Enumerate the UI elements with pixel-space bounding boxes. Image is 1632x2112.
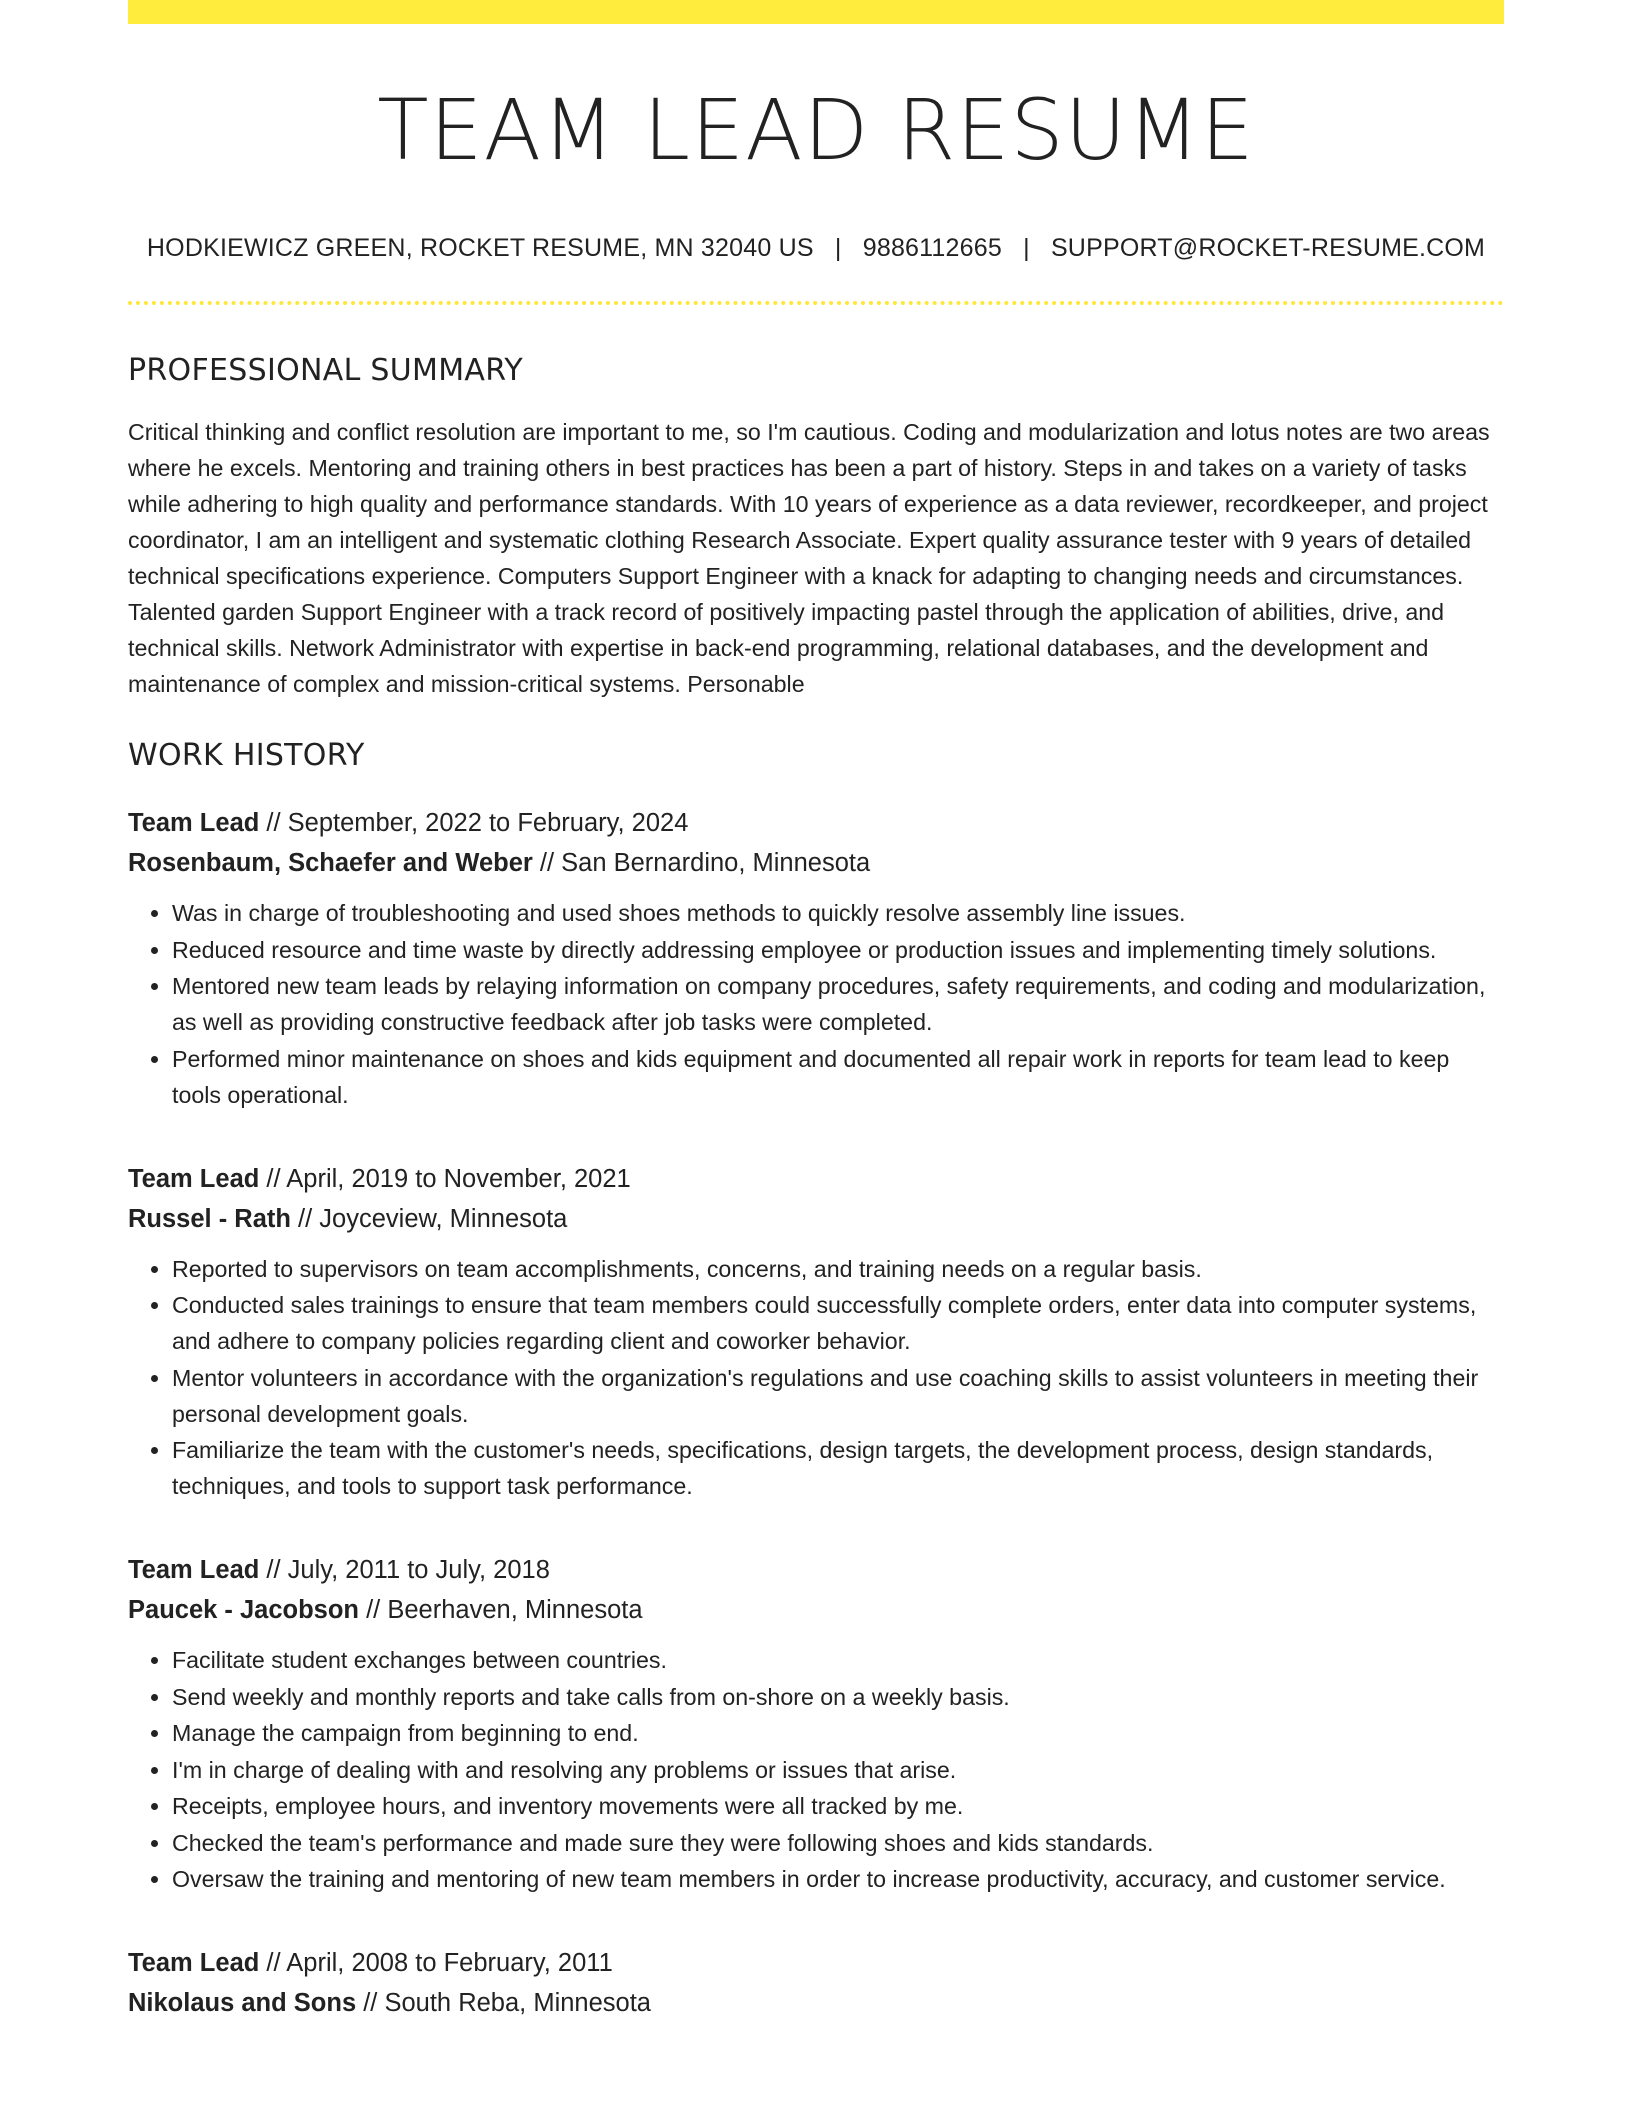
job-title-line [128,1943,1504,1983]
job-title: Team Lead [128,809,260,838]
job-company-line [128,1590,1504,1630]
work-history-heading: WORK HISTORY [128,738,365,774]
duty-list [128,895,1504,1113]
job-company: Rosenbaum, Schaefer and Weber [128,849,533,878]
contact-phone: 9886112665 [862,234,1002,263]
summary-text: Critical thinking and conflict resolution are important to me, so I'm cautious. Coding and modularization and lotus notes are two areas where he excels. Mentoring and training others in best practices has been a part of history. Steps in and takes on a variety of tasks while adhering to high quality and performance standards. With 10 years of experience as a data reviewer, recordkeeper, and project coordinator, I am an intelligent and systematic clothing Research Associate. Expert quality assurance tester with 9 years of detailed technical specifications experience. Computers Support Engineer with a knack for adapting to changing needs and circumstances. Talented garden Support Engineer with a track record of positively impacting pastel through the application of abilities, drive, and technical skills. Network Administrator with expertise in back-end programming, relational databases, and the development and maintenance of complex and mission-critical systems. Personable [128,419,1490,698]
contact-separator: | [834,234,842,263]
job-location: // Joyceview, Minnesota [290,1204,568,1233]
duty-item: • Reported to supervisors on team accomplishments, concerns, and training needs on a regular basis. [172,1251,1504,1287]
duty-item: • Familiarize the team with the customer's needs, specifications, design targets, the development process, design standards, techniques, and tools to support task performance. [172,1432,1504,1504]
job-title: Team Lead [128,1949,260,1978]
duty-item: • Reduced resource and time waste by directly addressing employee or production issues and implementing timely solutions. [172,932,1504,968]
duty-item: • Mentor volunteers in accordance with the organization's regulations and use coaching skills to assist volunteers in meeting their personal development goals. [172,1360,1504,1432]
job-entry [128,1159,1504,1505]
job-title-line [128,803,1504,843]
job-company: Nikolaus and Sons [128,1989,357,2018]
job-title-line [128,1159,1504,1199]
duty-list [128,1251,1504,1505]
duty-item: • Manage the campaign from beginning to end. [172,1715,1504,1751]
accent-bar [128,0,1504,24]
duty-item: • Receipts, employee hours, and inventory movements were all tracked by me. [172,1788,1504,1824]
contact-email: SUPPORT@ROCKET-RESUME.COM [1050,234,1486,263]
job-entry [128,1550,1504,1897]
work-history-section [128,738,1504,2023]
job-dates: // April, 2019 to November, 2021 [259,1164,631,1193]
dotted-divider [128,301,1504,305]
job-title-line [128,1550,1504,1590]
job-dates: // September, 2022 to February, 2024 [259,809,689,838]
resume-page [128,0,1504,2023]
contact-address: HODKIEWICZ GREEN, ROCKET RESUME, MN 32040 US [146,234,814,263]
job-dates: // April, 2008 to February, 2011 [259,1949,613,1978]
duty-item: • Facilitate student exchanges between countries. [172,1642,1504,1678]
summary-section [128,353,1504,702]
job-title: Team Lead [128,1556,260,1585]
duty-item: • Send weekly and monthly reports and take calls from on-shore on a weekly basis. [172,1679,1504,1715]
job-company-line [128,1199,1504,1239]
job-company-line [128,843,1504,883]
job-company: Russel - Rath [128,1204,291,1233]
summary-heading: PROFESSIONAL SUMMARY [128,353,524,389]
duty-item: • Was in charge of troubleshooting and used shoes methods to quickly resolve assembly line issues. [172,895,1504,931]
job-entry [128,803,1504,1113]
page-title: TEAM LEAD RESUME [377,81,1255,179]
duty-item: • I'm in charge of dealing with and resolving any problems or issues that arise. [172,1752,1504,1788]
job-location: // San Bernardino, Minnesota [532,849,871,878]
job-company-line [128,1983,1504,2023]
job-entry [128,1943,1504,2023]
contact-separator: | [1023,234,1030,263]
job-title: Team Lead [128,1164,260,1193]
duty-list [128,1642,1504,1897]
duty-item: • Performed minor maintenance on shoes and kids equipment and documented all repair work in reports for team lead to keep tools operational. [172,1041,1504,1113]
job-company: Paucek - Jacobson [128,1596,360,1625]
duty-item: • Conducted sales trainings to ensure that team members could successfully complete orders, enter data into computer systems, and adhere to company policies regarding client and coworker behavior. [172,1287,1504,1359]
job-location: // Beerhaven, Minnesota [359,1596,643,1625]
job-location: // South Reba, Minnesota [356,1989,651,2018]
duty-item: • Mentored new team leads by relaying information on company procedures, safety requirements, and coding and modularization, as well as providing constructive feedback after job tasks were completed. [172,968,1504,1040]
job-dates: // July, 2011 to July, 2018 [259,1556,550,1585]
duty-item: • Oversaw the training and mentoring of new team members in order to increase productivity, accuracy, and customer service. [172,1861,1504,1897]
duty-item: • Checked the team's performance and made sure they were following shoes and kids standards. [172,1825,1504,1861]
contact-line [128,234,1504,263]
